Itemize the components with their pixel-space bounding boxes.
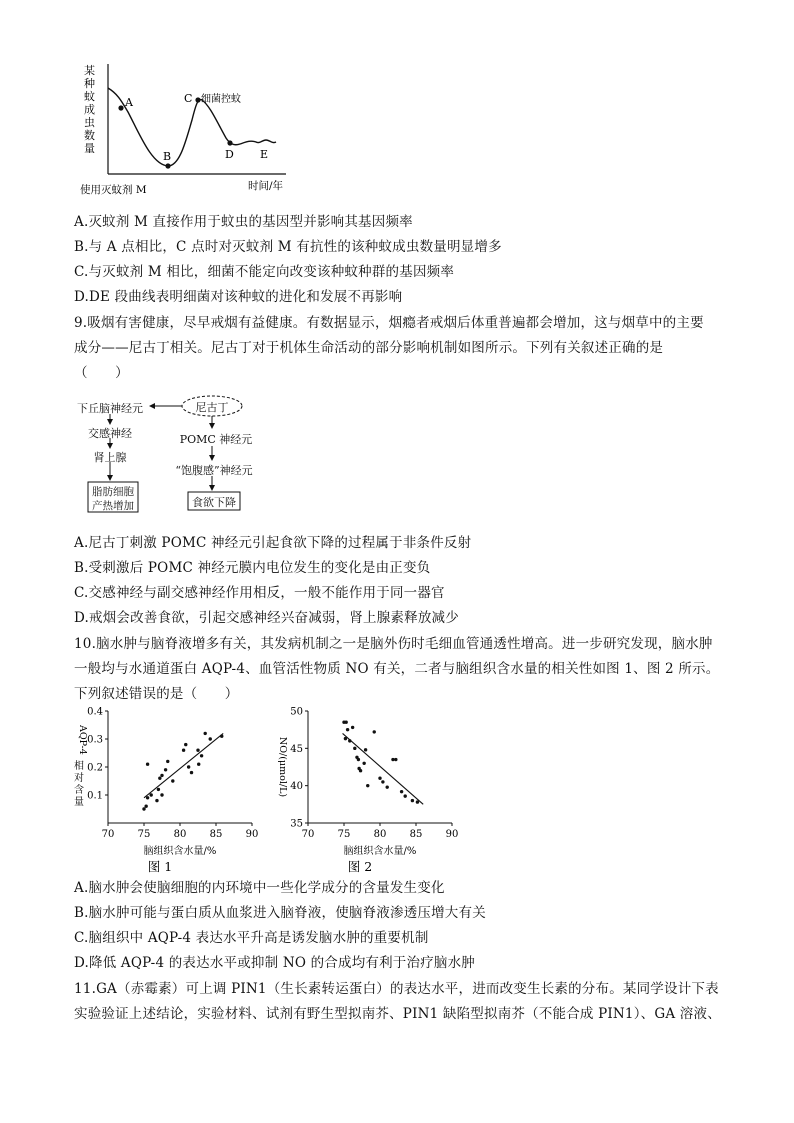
q9-stem-line2: 成分——尼古丁相关。尼古丁对于机体生命活动的部分影响机制如图所示。下列有关叙述正确的是: [74, 340, 664, 356]
x-tick-label: 80: [373, 829, 387, 840]
hypothalamus-label: 下丘脑神经元: [77, 402, 143, 415]
y-tick-label: 0.4: [87, 706, 103, 718]
q8-option-d: D.DE 段曲线表明细菌对该种蚊的进化和发展不再影响: [74, 289, 403, 305]
x-tick-label: 75: [137, 829, 151, 840]
mosquito-origin-label: 使用灭蚊剂 M: [80, 184, 147, 196]
data-point: [184, 743, 187, 746]
mosquito-ylabel: [84, 63, 95, 155]
y-tick-label: 0.3: [87, 734, 103, 746]
q8-option-c: C.与灭蚊剂 M 相比，细菌不能定向改变该种蚊种群的基因频率: [74, 264, 455, 280]
q9-option-a: A.尼古丁刺激 POMC 神经元引起食欲下降的过程属于非条件反射: [74, 535, 472, 551]
data-point: [160, 774, 163, 777]
data-point: [357, 767, 360, 770]
point-C-marker: [195, 97, 200, 102]
data-point: [187, 765, 190, 768]
q9-option-b: B.受刺激后 POMC 神经元膜内电位发生的变化是由正变负: [74, 560, 431, 576]
q10-stem-line1: 10.脑水肿与脑脊液增多有关，其发病机制之一是脑外伤时毛细血管通透性增高。进一步研究发现，脑水肿: [74, 636, 713, 652]
q10-option-a: A.脑水肿会使脑细胞的内环境中一些化学成分的含量发生变化: [74, 880, 445, 896]
y-tick-label: 50: [290, 706, 303, 718]
y-tick-label: 40: [290, 781, 303, 793]
data-point: [353, 747, 356, 750]
y-tick-label: 45: [290, 743, 303, 755]
point-D-label: D: [225, 148, 234, 161]
q10-option-b: B.脑水肿可能与蛋白质从血浆进入脑脊液，使脑脊液渗透压增大有关: [74, 905, 486, 921]
mosquito-xlabel: 时间/年: [248, 180, 284, 192]
figure-title: 图 2: [347, 859, 373, 873]
data-point: [364, 748, 367, 751]
y-axis-label-char: 量: [74, 797, 84, 808]
data-point: [190, 771, 193, 774]
x-tick-label: 75: [337, 829, 351, 840]
point-D-marker: [227, 140, 232, 145]
x-axis-label: 脑组织含水量/%: [343, 846, 417, 857]
q11-stem-line1: 11.GA（赤霉素）可上调 PIN1（生长素转运蛋白）的表达水平，进而改变生长素的分布。某同学设计下表: [74, 981, 719, 997]
svg-text:种: 种: [84, 77, 95, 90]
x-tick-label: 85: [409, 829, 423, 840]
x-tick-label: 90: [445, 829, 459, 840]
figure-title: 图 1: [147, 859, 173, 873]
x-tick-label: 90: [245, 829, 259, 840]
q10-stem-line2: 一般均与水通道蛋白 AQP-4、血管活性物质 NO 有关，二者与脑组织含水量的相关性如图 1、图 2 所示。: [74, 661, 720, 677]
data-point: [344, 737, 347, 740]
data-point: [209, 737, 212, 740]
appetite-label: 食欲下降: [192, 496, 236, 509]
data-point: [197, 763, 200, 766]
data-point: [386, 785, 389, 788]
q10-option-d: D.降低 AQP-4 的表达水平或抑制 NO 的合成均有利于治疗脑水肿: [74, 955, 475, 971]
data-point: [166, 760, 169, 763]
svg-text:蚊: 蚊: [84, 90, 95, 103]
q9-option-d: D.戒烟会改善食欲，引起交感神经兴奋减弱，肾上腺素释放减少: [74, 610, 459, 626]
data-point: [348, 739, 351, 742]
data-point: [146, 796, 149, 799]
data-point: [366, 784, 369, 787]
q8-option-a: A.灭蚊剂 M 直接作用于蚊虫的基因型并影响其基因频率: [74, 214, 413, 230]
fat-cell-label-2: 产热增加: [92, 500, 134, 512]
nicotine-label: 尼古丁: [195, 401, 229, 414]
q10-stem-line3: 下列叙述错误的是（ ）: [74, 686, 239, 702]
y-axis-label-char: 含: [74, 785, 84, 796]
q8-option-b: B.与 A 点相比，C 点时对灭蚊剂 M 有抗性的该种蚊成虫数量明显增多: [74, 239, 502, 255]
satiety-label: “饱腹感”神经元: [175, 464, 253, 477]
pomc-label: POMC 神经元: [179, 433, 253, 446]
data-point: [204, 732, 207, 735]
y-tick-label: 0.2: [87, 762, 103, 774]
svg-text:数: 数: [84, 129, 95, 142]
data-point: [346, 728, 349, 731]
figure-1-scatter: [70, 703, 270, 873]
data-point: [160, 793, 163, 796]
trend-line: [343, 733, 424, 804]
mosquito-population-figure: [80, 60, 300, 200]
trend-line: [144, 733, 223, 797]
point-B-marker: [165, 163, 170, 168]
data-point: [196, 749, 199, 752]
data-point: [158, 777, 161, 780]
fat-cell-label-1: 脂肪细胞: [92, 486, 134, 498]
y-axis-label-head: AQP-4: [77, 725, 88, 755]
data-point: [394, 758, 397, 761]
data-point: [164, 768, 167, 771]
x-tick-label: 85: [209, 829, 223, 840]
data-point: [182, 749, 185, 752]
point-A-marker: [118, 105, 123, 110]
svg-text:虫: 虫: [84, 116, 95, 129]
data-point: [142, 807, 145, 810]
x-tick-label: 70: [301, 829, 315, 840]
data-point: [155, 799, 158, 802]
q11-stem-line2: 实验验证上述结论，实验材料、试剂有野生型拟南芥、PIN1 缺陷型拟南芥（不能合成 PIN1）、GA 溶液、: [74, 1006, 721, 1022]
data-point: [146, 763, 149, 766]
data-point: [157, 788, 160, 791]
svg-text:某: 某: [84, 64, 95, 77]
data-point: [362, 762, 365, 765]
data-point: [416, 800, 419, 803]
x-axis-label: 脑组织含水量/%: [143, 846, 217, 857]
data-point: [404, 794, 407, 797]
svg-text:量: 量: [84, 142, 95, 155]
q10-option-c: C.脑组织中 AQP-4 表达水平升高是诱发脑水肿的重要机制: [74, 930, 429, 946]
q9-option-c: C.交感神经与副交感神经作用相反，一般不能作用于同一器官: [74, 585, 445, 601]
data-point: [373, 730, 376, 733]
data-point: [400, 790, 403, 793]
data-point: [378, 777, 381, 780]
point-B-label: B: [163, 150, 172, 163]
y-axis-label-char: 相: [74, 761, 84, 772]
sympathetic-label: 交感神经: [88, 427, 132, 440]
q9-stem-line1: 9.吸烟有害健康，尽早戒烟有益健康。有数据显示，烟瘾者戒烟后体重普遍都会增加，这与烟草中的主要: [74, 315, 704, 331]
y-axis-label-char: 对: [74, 773, 84, 784]
data-point: [171, 779, 174, 782]
data-point: [357, 758, 360, 761]
data-point: [411, 799, 414, 802]
data-point: [344, 721, 347, 724]
nicotine-mechanism-diagram: [70, 392, 270, 522]
data-point: [381, 780, 384, 783]
data-point: [200, 754, 203, 757]
svg-text:成: 成: [84, 103, 95, 116]
point-C-label: C: [184, 92, 193, 105]
q9-stem-line3: （ ）: [74, 365, 129, 381]
y-tick-label: 35: [290, 818, 303, 830]
adrenal-label: 肾上腺: [93, 451, 127, 464]
figure-2-scatter: [270, 703, 470, 873]
data-point: [150, 793, 153, 796]
point-C-note: 细菌控蚊: [201, 94, 241, 105]
point-A-label: A: [125, 96, 133, 109]
y-tick-label: 0.1: [87, 790, 103, 802]
data-point: [144, 805, 147, 808]
y-axis-label: NO/(μmol/L): [277, 736, 288, 798]
data-point: [220, 735, 223, 738]
x-tick-label: 70: [101, 829, 115, 840]
data-point: [351, 726, 354, 729]
point-E-label: E: [260, 148, 269, 161]
x-tick-label: 80: [173, 829, 187, 840]
